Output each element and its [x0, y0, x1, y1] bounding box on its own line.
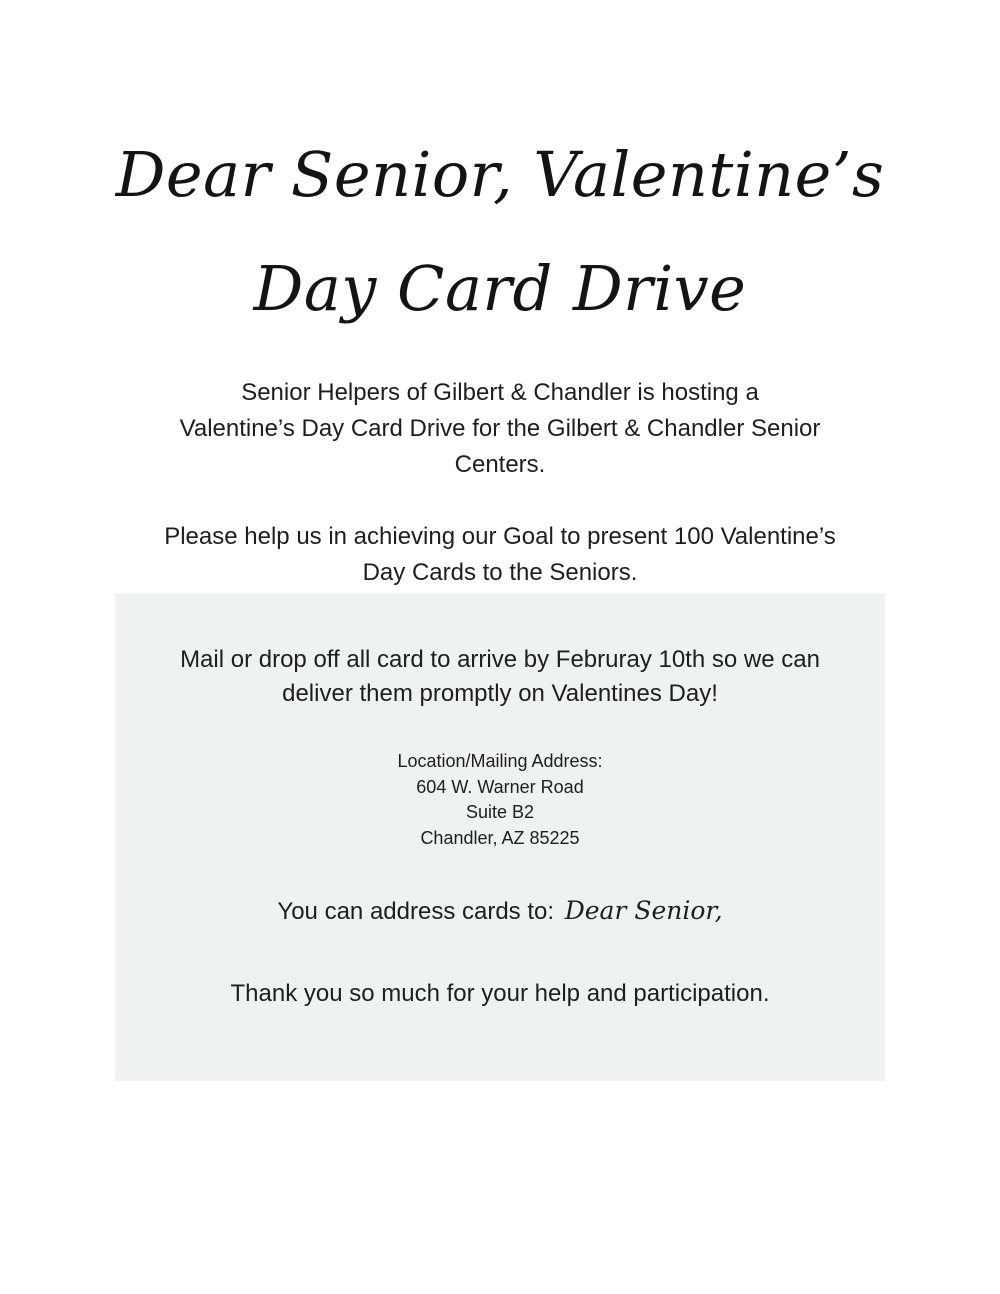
- intro-hosting-line-1: Senior Helpers of Gilbert & Chandler is hosting a: [241, 379, 759, 406]
- salutation-script: Dear Senior,: [564, 896, 723, 925]
- intro-paragraph-hosting: [100, 375, 900, 483]
- intro-goal-line-1: Please help us in achieving our Goal to present 100 Valentine’s: [164, 523, 836, 550]
- deadline-line-2: deliver them promptly on Valentines Day!: [282, 680, 718, 707]
- intro-hosting-line-2: Valentine’s Day Card Drive for the Gilbert & Chandler Senior: [179, 415, 821, 442]
- address-street: 604 W. Warner Road: [416, 776, 584, 797]
- card-salutation-instruction: [115, 893, 885, 930]
- deadline-notice: [115, 643, 885, 711]
- intro-goal-line-2: Day Cards to the Seniors.: [362, 559, 638, 586]
- address-city: Chandler, AZ 85225: [420, 827, 580, 848]
- flyer-title-line-2: Day Card Drive: [253, 252, 747, 325]
- intro-hosting-line-3: Centers.: [454, 451, 546, 478]
- address-suite: Suite B2: [465, 802, 535, 822]
- intro-paragraph-goal: [100, 519, 900, 591]
- salutation-prefix: You can address cards to:: [277, 898, 555, 925]
- thank-you-message: [115, 976, 885, 1012]
- thank-you-text: Thank you so much for your help and participation.: [230, 980, 770, 1007]
- flyer-title: [100, 118, 900, 346]
- drop-off-info-panel: [115, 593, 885, 1081]
- flyer-title-line-1: Dear Senior, Valentine’s: [115, 138, 885, 211]
- deadline-line-1: Mail or drop off all card to arrive by Februray 10th so we can: [180, 646, 820, 673]
- mailing-address: [115, 749, 885, 851]
- address-label: Location/Mailing Address:: [397, 751, 603, 771]
